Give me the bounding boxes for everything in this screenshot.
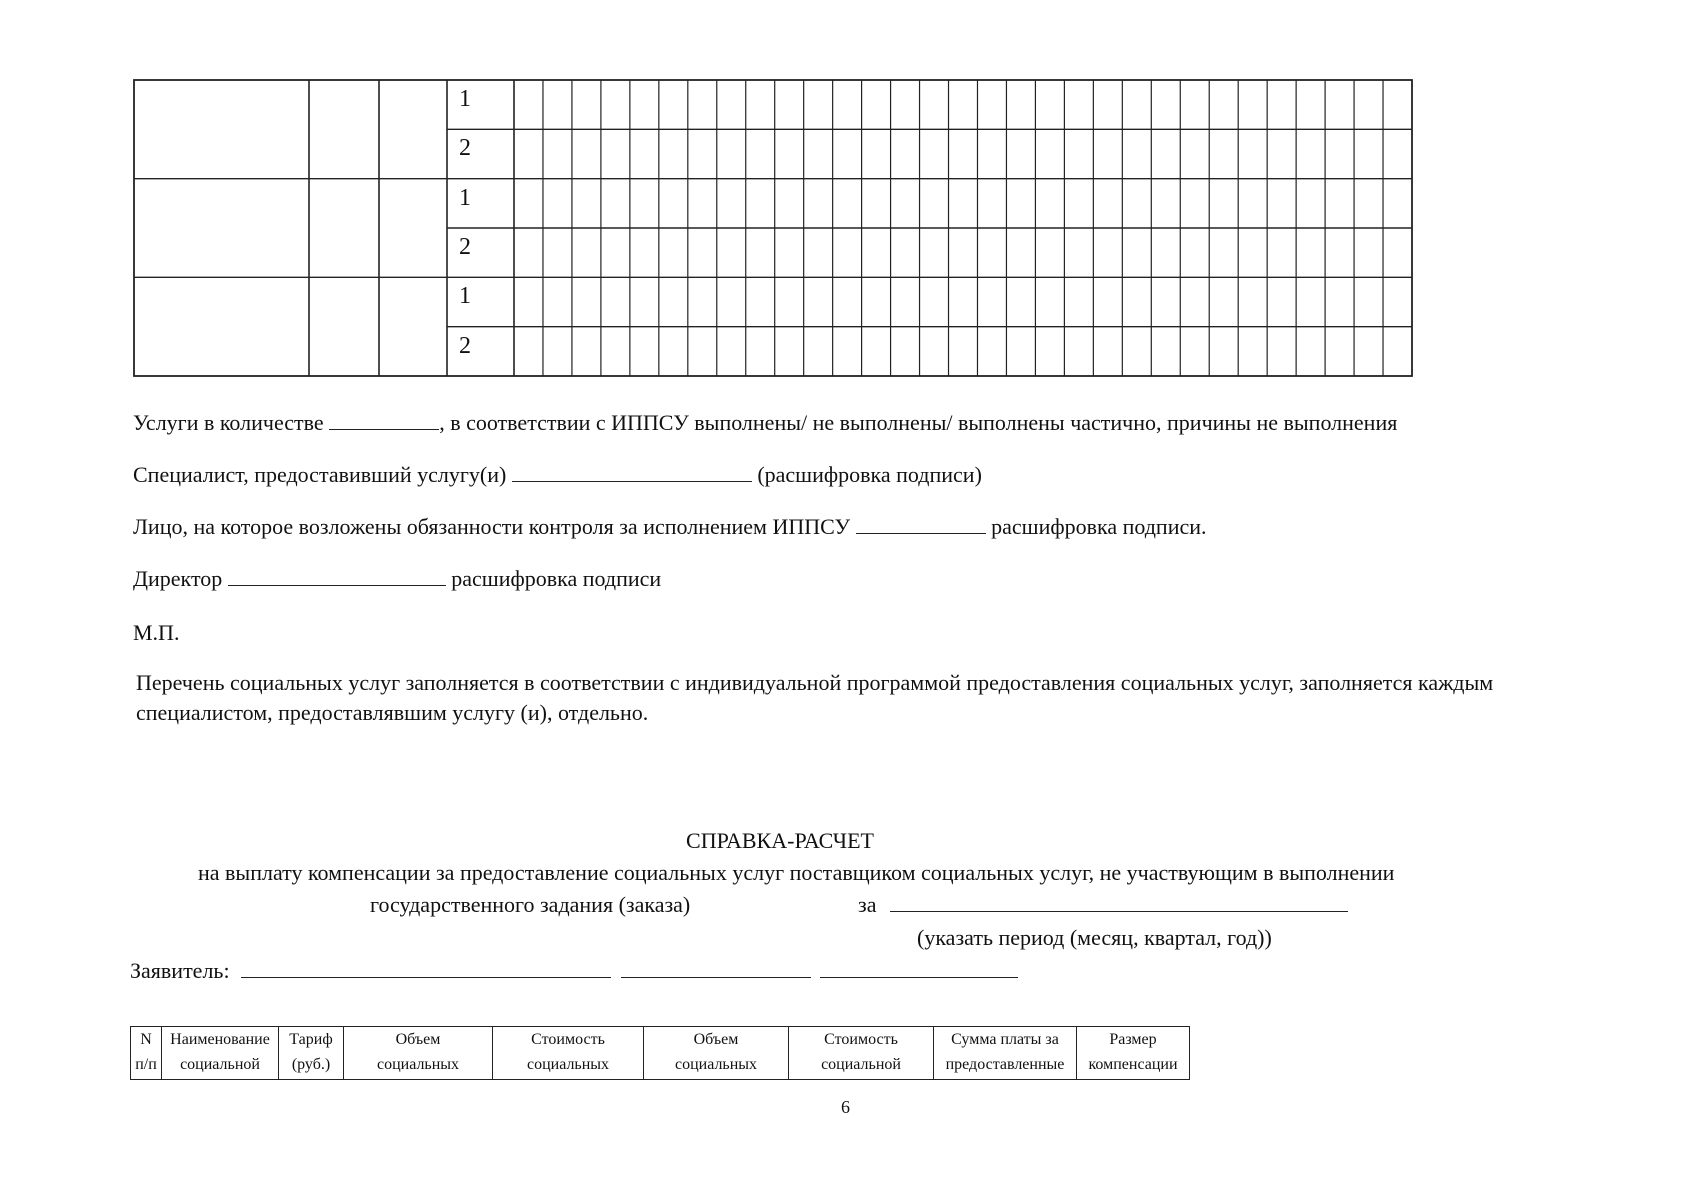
control-label: Лицо, на которое возложены обязанности контроля за исполнением ИППСУ xyxy=(133,514,851,539)
director-line xyxy=(133,566,661,592)
period-blank[interactable] xyxy=(890,893,1348,912)
director-label: Директор xyxy=(133,566,223,591)
services-prefix: Услуги в количестве xyxy=(133,410,324,435)
header-cell: Объем социальных xyxy=(344,1027,493,1080)
director-signature-blank[interactable] xyxy=(228,567,446,586)
header-cell: Объем социальных xyxy=(644,1027,789,1080)
services-count-blank[interactable] xyxy=(329,411,439,430)
period-hint: (указать период (месяц, квартал, год)) xyxy=(917,925,1272,950)
period-line xyxy=(858,892,1348,918)
grid-row-number: 2 xyxy=(459,332,471,359)
page-number: 6 xyxy=(841,1097,850,1117)
applicant-blank-2[interactable] xyxy=(621,959,811,978)
applicant-line xyxy=(130,958,1018,984)
services-line xyxy=(133,410,1397,436)
stamp-label: М.П. xyxy=(133,620,180,645)
control-line xyxy=(133,514,1207,540)
period-prefix: за xyxy=(858,892,877,917)
specialist-label: Специалист, предоставивший услугу(и) xyxy=(133,462,507,487)
director-suffix: расшифровка подписи xyxy=(451,566,662,591)
header-cell: Размер компенсации xyxy=(1077,1027,1190,1080)
header-cell: Наименование социальной xyxy=(162,1027,279,1080)
control-signature-blank[interactable] xyxy=(856,515,986,534)
certificate-subtitle-line1: на выплату компенсации за предоставление социальных услуг поставщиком социальных услуг, не участвующим в выполнении xyxy=(198,860,1395,885)
applicant-blank-3[interactable] xyxy=(820,959,1018,978)
header-cell: N п/п xyxy=(131,1027,162,1080)
grid-row-number: 2 xyxy=(459,234,471,260)
header-cell: Тариф (руб.) xyxy=(279,1027,344,1080)
specialist-suffix: (расшифровка подписи) xyxy=(757,462,982,487)
grid-row-number: 1 xyxy=(459,86,471,112)
compensation-table-header-row xyxy=(131,1027,1190,1080)
grid-row-number: 1 xyxy=(459,283,471,310)
header-cell: Стоимость социальных xyxy=(493,1027,644,1080)
services-suffix: , в соответствии с ИППСУ выполнены/ не выполнены/ выполнены частично, причины не выполнения xyxy=(439,410,1398,435)
applicant-blank-1[interactable] xyxy=(241,959,611,978)
note-paragraph: Перечень социальных услуг заполняется в соответствии с индивидуальной программой предоставления социальных услуг, заполняется каждым специалистом, предоставлявшим услугу (и), отдельно. xyxy=(136,670,1494,725)
service-schedule-grid xyxy=(0,0,1691,400)
grid-row-number: 1 xyxy=(459,184,471,211)
header-cell: Стоимость социальной xyxy=(789,1027,934,1080)
header-cell: Сумма платы за предоставленные xyxy=(934,1027,1077,1080)
grid-row-number: 2 xyxy=(459,135,471,162)
control-suffix: расшифровка подписи. xyxy=(991,514,1207,539)
specialist-signature-blank[interactable] xyxy=(512,463,752,482)
specialist-line xyxy=(133,462,982,488)
certificate-subtitle-line2: государственного задания (заказа) xyxy=(370,892,691,917)
applicant-label: Заявитель: xyxy=(130,958,230,983)
compensation-table xyxy=(130,1026,1190,1080)
certificate-title: СПРАВКА-РАСЧЕТ xyxy=(686,828,874,853)
